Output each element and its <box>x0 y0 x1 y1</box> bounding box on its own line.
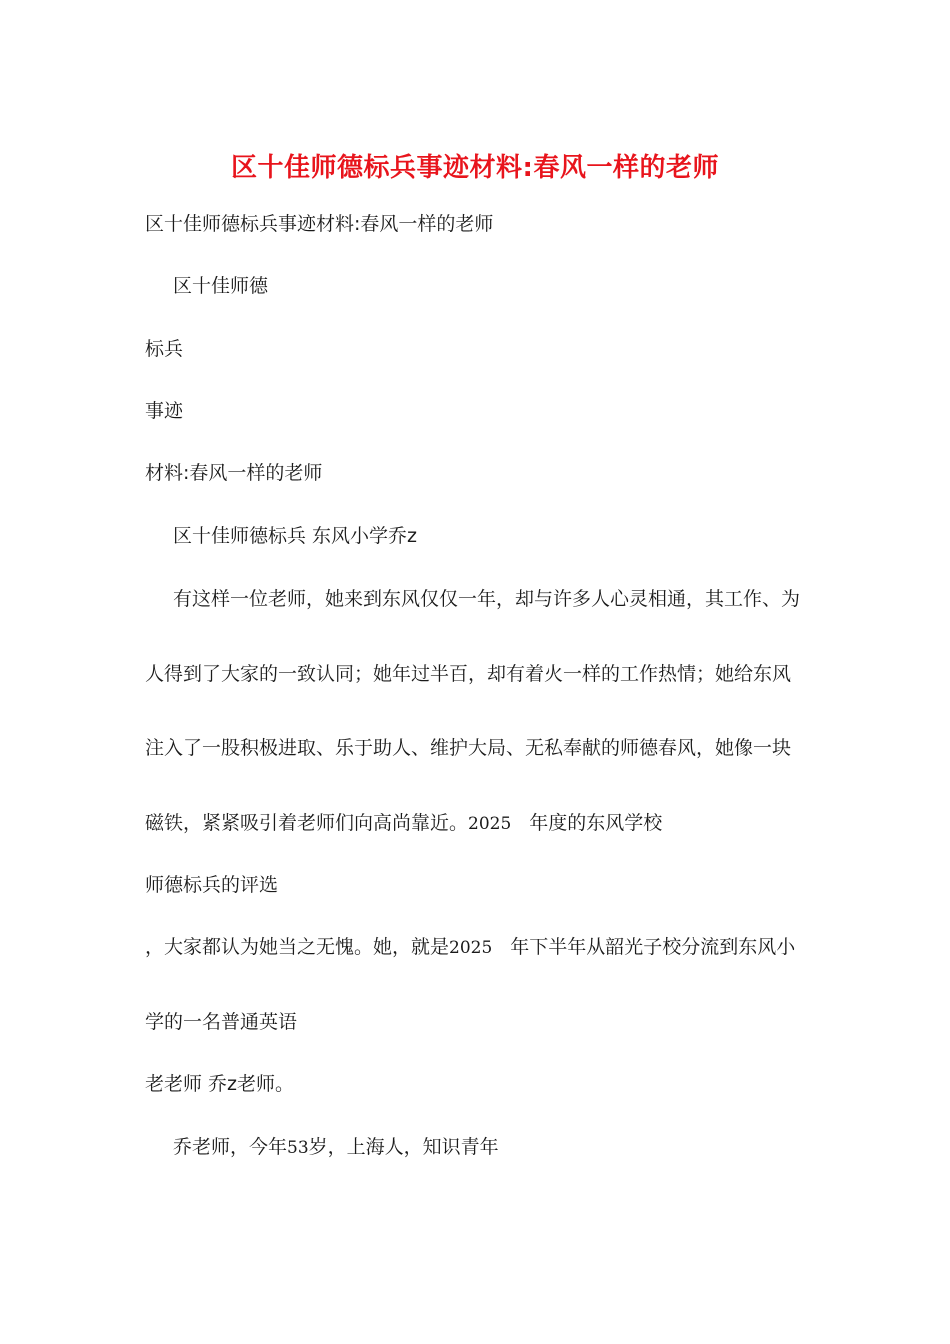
paragraph-line: 学的一名普通英语 <box>145 1011 298 1033</box>
paragraph-text: 年度的东风学校 <box>529 812 663 834</box>
paragraph-line: 区十佳师德 <box>173 275 269 297</box>
paragraph-line: 老老师 乔z老师。 <box>145 1073 295 1095</box>
age-value: 53 <box>287 1138 309 1158</box>
paragraph-line: 师德标兵的评选 <box>145 874 279 896</box>
document-title: 区十佳师德标兵事迹材料:春风一样的老师 <box>231 153 719 183</box>
paragraph-text: 磁铁，紧紧吸引着老师们向高尚靠近。 <box>145 812 469 834</box>
paragraph-line: 标兵 <box>145 338 184 360</box>
paragraph-text: ，大家都认为她当之无愧。她，就是 <box>145 936 450 958</box>
paragraph-line: 有这样一位老师，她来到东风仅仅一年，却与许多人心灵相通，其工作、为 <box>173 588 801 610</box>
paragraph-line <box>145 933 795 962</box>
author-line: 区十佳师德标兵 东风小学乔z <box>173 525 418 547</box>
year-value: 2025 <box>449 938 493 958</box>
paragraph-line: 注入了一股积极进取、乐于助人、维护大局、无私奉献的师德春风，她像一块 <box>145 737 792 759</box>
paragraph-line: 事迹 <box>145 400 184 422</box>
paragraph-line <box>173 1133 499 1162</box>
paragraph-line <box>145 809 662 838</box>
paragraph-text: 乔老师，今年 <box>173 1136 288 1158</box>
paragraph-line: 人得到了大家的一致认同；她年过半百，却有着火一样的工作热情；她给东风 <box>145 663 792 685</box>
subtitle-line: 区十佳师德标兵事迹材料:春风一样的老师 <box>145 213 494 235</box>
paragraph-text: 岁，上海人，知识青年 <box>308 1136 499 1158</box>
year-value: 2025 <box>468 814 512 834</box>
paragraph-line: 材料:春风一样的老师 <box>145 462 323 484</box>
paragraph-text: 年下半年从韶光子校分流到东风小 <box>510 936 796 958</box>
